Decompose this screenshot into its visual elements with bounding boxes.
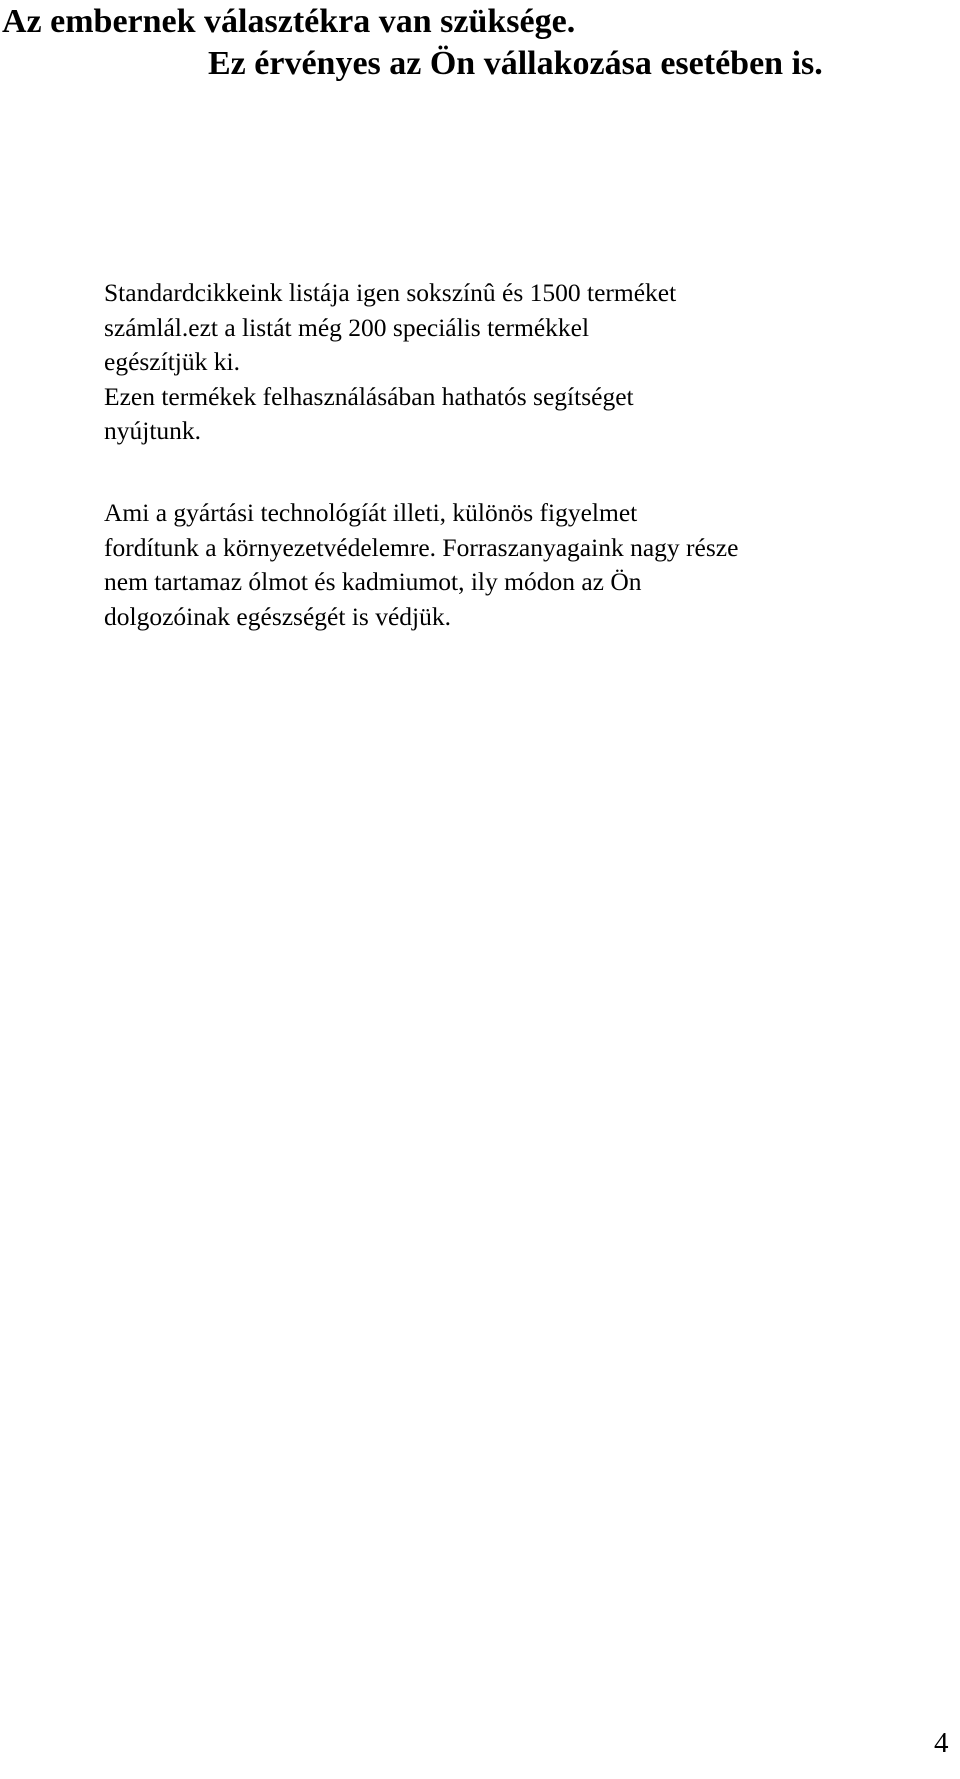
text-line: fordítunk a környezetvédelemre. Forraszanyagaink nagy része bbox=[104, 532, 739, 562]
text-line: Standardcikkeink listája igen sokszínû és 1500 terméket bbox=[104, 278, 677, 307]
page-number: 4 bbox=[934, 1727, 949, 1759]
text-line: egészítjük ki. bbox=[104, 347, 240, 376]
heading-line-2: Ez érvényes az Ön vállakozása esetében is. bbox=[208, 45, 823, 82]
paragraph-environment bbox=[104, 496, 738, 634]
text-line: nyújtunk. bbox=[104, 416, 202, 445]
text-line: Ami a gyártási technológíát illeti, különös figyelmet bbox=[104, 498, 638, 527]
text-line: dolgozóinak egészségét is védjük. bbox=[104, 601, 451, 631]
heading-line-1: Az embernek választékra van szüksége. bbox=[2, 3, 576, 40]
text-line: nem tartamaz ólmot és kadmiumot, ily módon az Ön bbox=[104, 567, 642, 596]
paragraph-product-list bbox=[104, 276, 676, 449]
text-line: számlál.ezt a listát még 200 speciális termékkel bbox=[104, 312, 590, 342]
text-line: Ezen termékek felhasználásában hathatós segítséget bbox=[104, 381, 634, 411]
